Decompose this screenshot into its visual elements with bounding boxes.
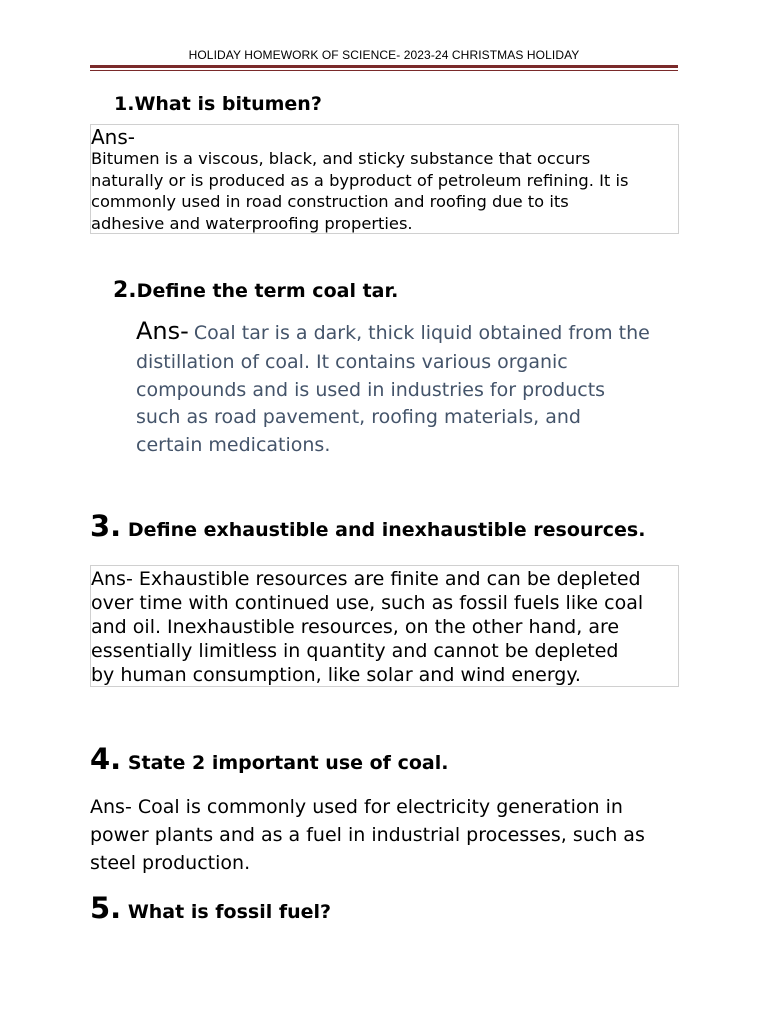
question-1-text: What is bitumen?	[134, 93, 322, 115]
answer-2-body	[136, 349, 696, 460]
answer-2	[136, 316, 696, 460]
answer-3-line: essentially limitless in quantity and cannot be depleted	[91, 640, 619, 662]
header-title: HOLIDAY HOMEWORK OF SCIENCE- 2023-24 CHRISTMAS HOLIDAY	[188, 48, 580, 62]
answer-1-line: naturally or is produced as a byproduct of petroleum refining. It is	[91, 170, 629, 190]
header-rule-thick	[90, 65, 678, 68]
answer-3-line: by human consumption, like solar and wind energy.	[91, 664, 581, 686]
question-3-number: 3.	[90, 509, 122, 543]
header-rule-thin	[90, 70, 678, 71]
answer-3-line: over time with continued use, such as fossil fuels like coal	[91, 592, 644, 614]
question-2-text: Define the term coal tar.	[136, 280, 399, 302]
answer-4-line: steel production.	[90, 852, 251, 874]
answer-2-line: certain medications.	[136, 434, 331, 457]
question-2	[113, 278, 398, 303]
answer-4-line: Ans- Coal is commonly used for electricity generation in	[90, 796, 623, 818]
answer-3-line: Ans- Exhaustible resources are finite and can be depleted	[91, 568, 641, 590]
answer-2-line: distillation of coal. It contains various organic	[136, 351, 568, 373]
question-5-text: What is fossil fuel?	[127, 901, 332, 923]
question-1	[114, 93, 322, 115]
answer-3-text	[91, 567, 643, 687]
question-4	[90, 742, 448, 776]
answer-4-line: power plants and as a fuel in industrial processes, such as	[90, 824, 645, 846]
answer-1-box	[90, 124, 679, 234]
question-1-number: 1.	[114, 93, 135, 115]
answer-1-line: commonly used in road construction and roofing due to its	[91, 192, 569, 211]
answer-2-label: Ans-	[136, 317, 189, 345]
answer-4	[90, 793, 645, 877]
question-2-number: 2.	[113, 278, 137, 303]
answer-1-line: adhesive and waterproofing properties.	[91, 213, 413, 233]
question-5-number: 5.	[90, 891, 122, 925]
answer-2-line: compounds and is used in industries for products	[136, 378, 606, 401]
answer-3-box	[90, 565, 679, 687]
question-3	[90, 509, 645, 543]
answer-1-text	[91, 148, 628, 234]
answer-2-first-line: Coal tar is a dark, thick liquid obtained from the	[193, 322, 650, 344]
question-5	[90, 891, 331, 925]
answer-3-line: and oil. Inexhaustible resources, on the other hand, are	[91, 616, 620, 638]
answer-1-label: Ans-	[91, 125, 135, 149]
question-3-text: Define exhaustible and inexhaustible resources.	[127, 519, 646, 541]
answer-2-line: such as road pavement, roofing materials, and	[136, 406, 581, 429]
question-4-number: 4.	[90, 742, 122, 776]
answer-1-line: Bitumen is a viscous, black, and sticky substance that occurs	[91, 149, 591, 168]
question-4-text: State 2 important use of coal.	[127, 752, 449, 774]
